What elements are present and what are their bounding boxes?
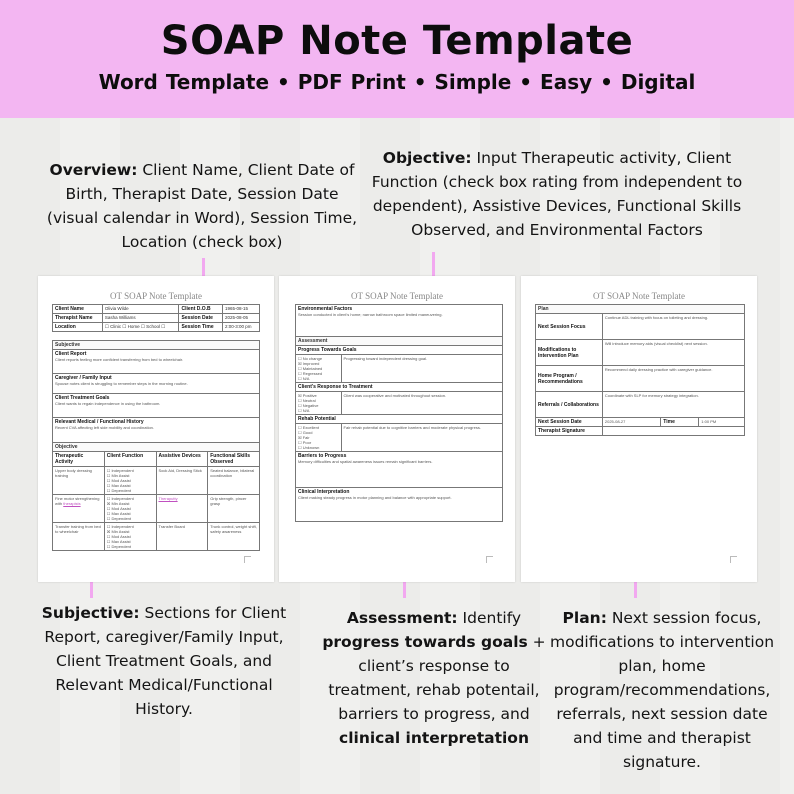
table-row — [53, 467, 260, 495]
barriers-text: Memory difficulties and spatial awareness issues remain significant barriers. — [298, 459, 433, 464]
subjective-heading: Subjective — [53, 341, 260, 350]
client-report-text: Client reports feeling more confident transferring from bed to wheelchair. — [55, 357, 184, 362]
page-1-header-table — [52, 304, 260, 332]
env-heading: Environmental Factors — [298, 306, 353, 312]
page-3-title: OT SOAP Note Template — [593, 291, 685, 301]
col-devices: Assistive Devices — [156, 452, 208, 467]
plan-heading: Plan — [536, 305, 745, 314]
client-dob-value: 1965-08-15 — [223, 305, 260, 314]
therapist-name-value: Sasha Williams — [102, 314, 179, 323]
link-theraputty: Theraputty — [158, 496, 178, 501]
devices-cell: Sock Aid, Dressing Stick — [156, 467, 208, 495]
title-banner — [0, 0, 794, 118]
page-2-table — [295, 304, 503, 522]
assessment-heading: Assessment — [296, 337, 503, 346]
plan-label: Plan: — [562, 609, 607, 627]
plan-text: Next session focus, modifications to intervention plan, home program/recommendations, referrals, next session date and time and therapist signature. — [549, 609, 775, 771]
plan-row-label: Modifications to Intervention Plan — [536, 340, 603, 366]
caregiver-text: Spouse notes client is struggling to remember steps in the morning routine. — [55, 381, 188, 386]
checkbox-option: ☐ Regressed — [298, 371, 323, 376]
time-value: 1:00 PM — [699, 418, 745, 427]
objective-label: Objective: — [382, 149, 472, 167]
activity-text: Fine motor strengthening with — [55, 496, 100, 506]
subjective-text: Sections for Client Report, caregiver/Family Input, Client Treatment Goals, and Relevant Medical/Functional History. — [44, 604, 287, 718]
clinical-text: Client making steady progress in motor planning and balance with appropriate support. — [298, 495, 452, 500]
link-therapists: therapists — [63, 501, 81, 506]
page-1-subjective-table — [52, 340, 260, 450]
assessment-label: Assessment: — [346, 609, 458, 627]
next-date-label: Next Session Date — [536, 418, 603, 427]
page-corner-mark — [730, 556, 737, 563]
progress-text: Progressing toward independent dressing goal. — [341, 355, 502, 383]
client-name-label: Client Name — [53, 305, 103, 314]
assessment-text-1: Identify — [457, 609, 522, 627]
skills-cell: Grip strength, pincer grasp — [208, 495, 260, 523]
table-row — [53, 523, 260, 551]
assessment-bold-2: clinical interpretation — [339, 729, 529, 747]
plan-row-value: Will introduce memory aids (visual checklist) next session. — [602, 340, 744, 366]
checkbox-option: ☐ No change — [298, 356, 323, 361]
checkbox-option: ☐ N/A — [298, 408, 310, 413]
env-text: Session conducted in client's home; narrow bathroom space limited maneuvering. — [298, 312, 443, 317]
banner-subtitle: Word Template • PDF Print • Simple • Easy • Digital — [98, 70, 696, 94]
col-activity: Therapeutic Activity — [53, 452, 105, 467]
time-label: Time — [661, 418, 699, 427]
checkbox-option: ☐ Excellent — [298, 425, 319, 430]
session-date-label: Session Date — [179, 314, 223, 323]
page-1-title: OT SOAP Note Template — [110, 291, 202, 301]
plan-callout — [540, 606, 784, 774]
devices-cell — [156, 495, 208, 523]
assessment-callout — [318, 606, 550, 750]
overview-text: Client Name, Client Date of Birth, Therapist Date, Session Date (visual calendar in Word), Session Time, Location (check box) — [46, 161, 358, 251]
rehab-heading: Rehab Potential — [296, 415, 503, 424]
objective-callout — [352, 146, 762, 242]
caregiver-heading: Caregiver / Family Input — [55, 375, 112, 381]
response-heading: Client's Response to Treatment — [296, 383, 503, 392]
assessment-bold-1: progress towards goals — [322, 633, 528, 651]
function-cell: ☐ Independent ☐ Min Assist ☐ Mod Assist ☐ Max Assist ☐ Dependent — [104, 467, 156, 495]
clinical-heading: Clinical Interpretation — [298, 489, 350, 495]
template-page-1 — [38, 276, 274, 582]
checkbox-option: ☐ Neutral — [298, 398, 316, 403]
page-3-table — [535, 304, 745, 436]
location-label: Location — [53, 323, 103, 332]
activity-cell — [53, 495, 105, 523]
checkbox-option: ☐ N/A — [298, 376, 310, 381]
function-cell: ☐ Independent ☒ Min Assist ☐ Mod Assist ☐ Max Assist ☐ Dependent — [104, 495, 156, 523]
progress-heading: Progress Towards Goals — [296, 346, 503, 355]
table-row — [53, 495, 260, 523]
function-cell: ☐ Independent ☒ Min Assist ☐ Mod Assist ☐ Max Assist ☐ Dependent — [104, 523, 156, 551]
therapist-name-label: Therapist Name — [53, 314, 103, 323]
devices-cell: Transfer Board — [156, 523, 208, 551]
checkbox-option: ☒ Fair — [298, 435, 310, 440]
checkbox-option: ☐ Negative — [298, 403, 319, 408]
objective-heading: Objective — [53, 443, 260, 452]
signature-label: Therapist Signature — [536, 427, 603, 436]
rehab-options — [296, 424, 342, 452]
checkbox-option: ☐ Maintained — [298, 366, 323, 371]
barriers-heading: Barriers to Progress — [298, 453, 347, 459]
skills-cell: Seated balance, bilateral coordination — [208, 467, 260, 495]
next-date-value: 2025-08-27 — [602, 418, 660, 427]
page-corner-mark — [486, 556, 493, 563]
client-name-value: Olivia Wilde — [102, 305, 179, 314]
plan-row-label: Next Session Focus — [536, 314, 603, 340]
plan-row-value: Coordinate with SLP for memory strategy integration. — [602, 392, 744, 418]
checkbox-option: ☐ Unknown — [298, 445, 320, 450]
plan-row-value: Recommend daily dressing practice with caregiver guidance. — [602, 366, 744, 392]
assessment-text-2: + client’s response to treatment, rehab potentail, barriers to progress, and — [328, 633, 546, 723]
col-skills: Functional Skills Observed — [208, 452, 260, 467]
checkbox-option: ☒ Positive — [298, 393, 317, 398]
rehab-text: Fair rehab potential due to cognitive barriers and moderate physical progress. — [341, 424, 502, 452]
progress-options — [296, 355, 342, 383]
skills-cell: Trunk control, weight shift, safety awareness — [208, 523, 260, 551]
overview-label: Overview: — [49, 161, 138, 179]
goals-text: Client wants to regain independence in using the bathroom. — [55, 401, 161, 406]
session-date-value: 2025-08-05 — [223, 314, 260, 323]
signature-field — [602, 427, 744, 436]
overview-callout — [44, 158, 360, 254]
plan-row-label: Home Program / Recommendations — [536, 366, 603, 392]
session-time-value: 2:00-3:00 pm — [223, 323, 260, 332]
plan-row-label: Referrals / Collaborations — [536, 392, 603, 418]
page-2-title: OT SOAP Note Template — [351, 291, 443, 301]
checkbox-option: ☒ Improved — [298, 361, 320, 366]
client-report-heading: Client Report — [55, 351, 87, 357]
checkbox-option: ☐ Good — [298, 430, 313, 435]
checkbox-option: ☐ Poor — [298, 440, 312, 445]
page-1-objective-table — [52, 442, 260, 551]
template-page-3 — [521, 276, 757, 582]
goals-heading: Client Treatment Goals — [55, 395, 110, 401]
response-text: Client was cooperative and motivated throughout session. — [341, 392, 502, 415]
client-dob-label: Client D.O.B — [179, 305, 223, 314]
objective-text: Input Therapeutic activity, Client Function (check box rating from independent to dependent), Assistive Devices, Functional Skills Observed, and Environmental Factors — [371, 149, 743, 239]
history-heading: Relevant Medical / Functional History — [55, 419, 144, 425]
page-corner-mark — [244, 556, 251, 563]
banner-title: SOAP Note Template — [160, 18, 634, 64]
subjective-callout — [26, 601, 302, 721]
col-function: Client Function — [104, 452, 156, 467]
plan-row-value: Continue ADL training with focus on toileting and dressing. — [602, 314, 744, 340]
template-page-2 — [279, 276, 515, 582]
activity-cell: Transfer training from bed to wheelchair — [53, 523, 105, 551]
location-value: ☐ Clinic ☐ Home ☐ School ☐ — [102, 323, 179, 332]
activity-cell: Upper body dressing training — [53, 467, 105, 495]
subjective-label: Subjective: — [41, 604, 140, 622]
response-options — [296, 392, 342, 415]
session-time-label: Session Time — [179, 323, 223, 332]
history-text: Recent CVA affecting left side mobility and coordination. — [55, 425, 155, 430]
